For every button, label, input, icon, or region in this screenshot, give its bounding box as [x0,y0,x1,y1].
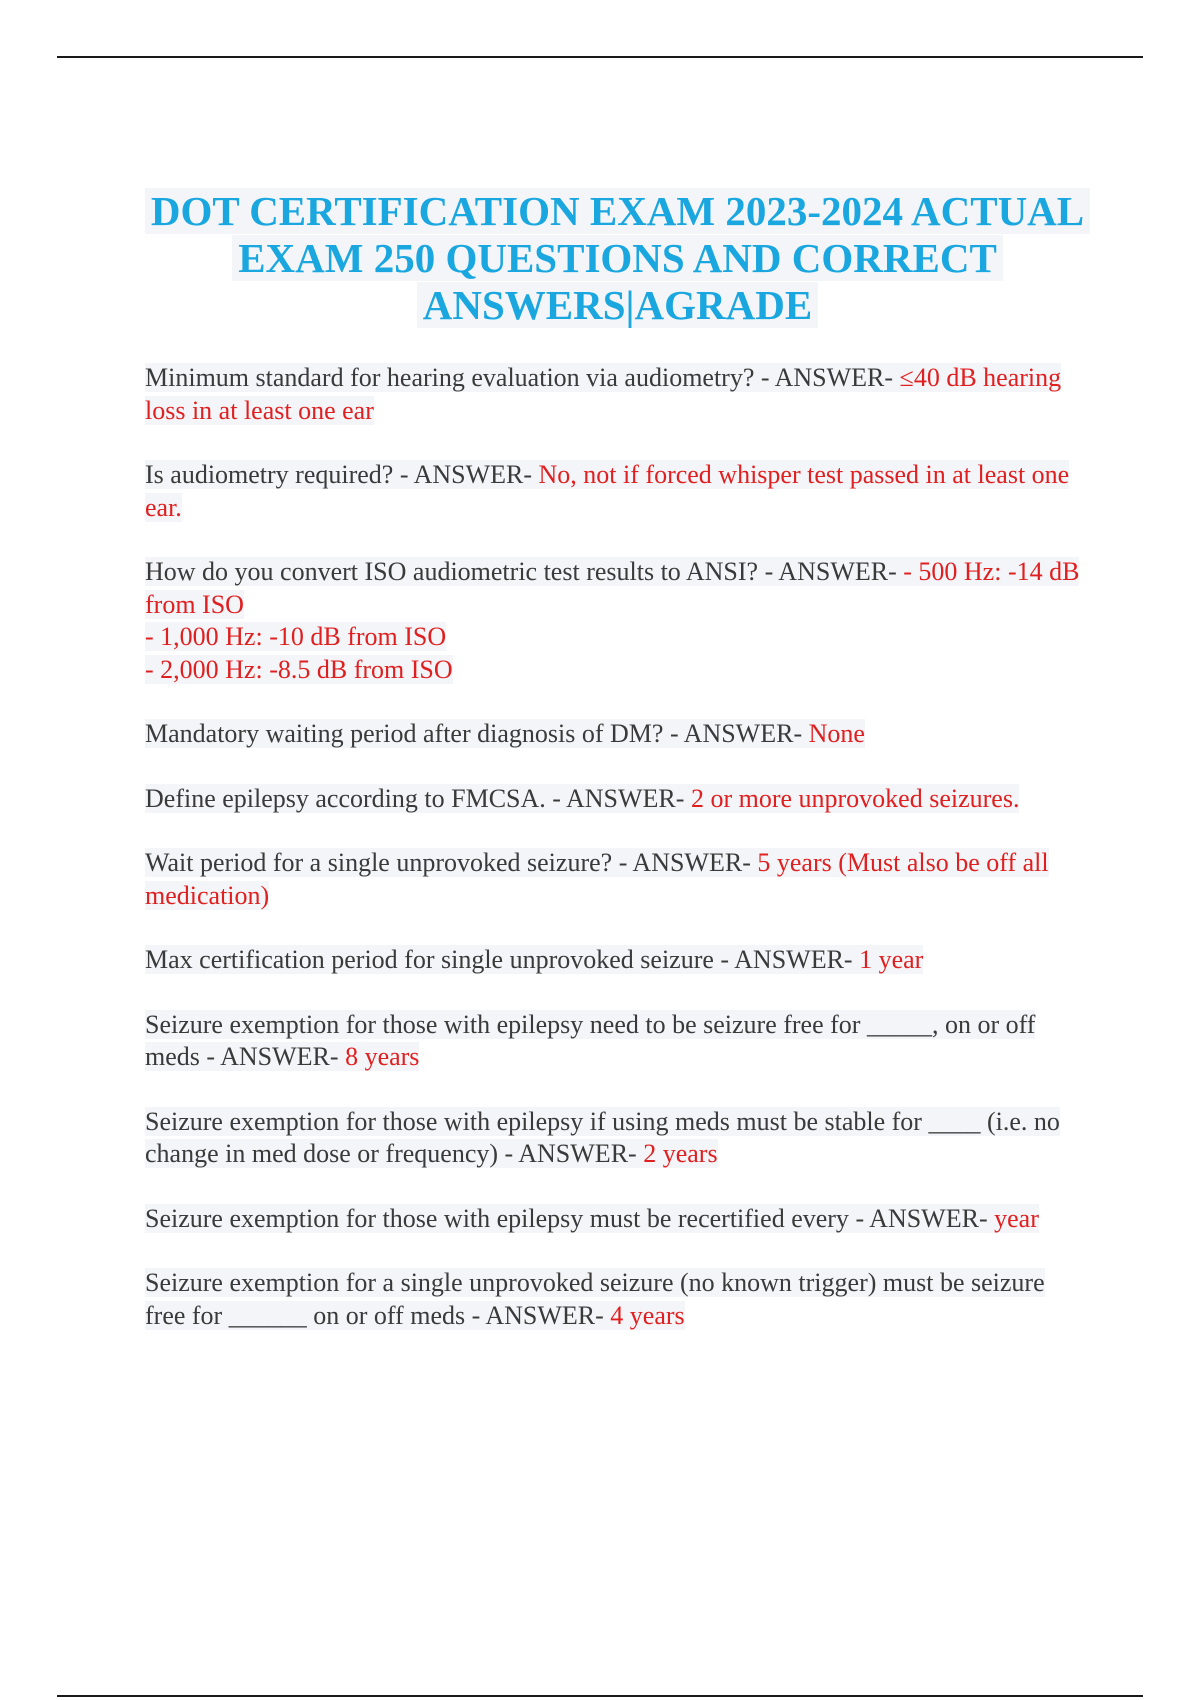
question-text: How do you convert ISO audiometric test results to ANSI? [145,557,759,586]
qa-item [145,783,1085,816]
answer-separator: - ANSWER- [713,945,860,974]
answer-separator: - ANSWER- [393,460,539,489]
answer-line: - 2,000 Hz: -8.5 dB from ISO [145,654,453,684]
question-text: Seizure exemption for those with epilepsy if using meds must be stable for ____ (i.e. no change in med dose or frequency) [145,1106,1060,1168]
answer-separator: - ANSWER- [199,1042,346,1071]
answer-separator: - ANSWER- [848,1203,995,1233]
answer-text: 8 years [345,1042,420,1071]
qa-item [145,362,1085,427]
answer-text: No, not if forced whisper test passed in at least one ear. [145,460,1070,522]
question-text: Seizure exemption for those with epilepsy need to be seizure free for _____, on or off meds [145,1009,1036,1071]
answer-text: 2 years [643,1139,718,1168]
answer-line: - 1,000 Hz: -10 dB from ISO [145,622,447,651]
document-title [120,188,1115,329]
answer-text: None [808,719,865,748]
answer-separator: - ANSWER- [612,848,758,877]
answer-separator: - ANSWER- [545,783,691,813]
question-text: Mandatory waiting period after diagnosis of DM? [145,719,664,748]
answer-separator: - ANSWER- [663,719,809,748]
qa-item [145,847,1085,912]
title-line: DOT CERTIFICATION EXAM 2023-2024 ACTUAL [120,188,1115,235]
answer-text: ≤40 dB hearing loss in at least one ear [145,363,1062,425]
answer-separator: - ANSWER- [758,557,904,586]
answer-separator: - ANSWER- [465,1300,611,1330]
question-text: Define epilepsy according to FMCSA. [145,783,546,813]
question-text: Seizure exemption for a single unprovoked seizure (no known trigger) must be seizure free for ______ on or off meds [145,1268,1045,1330]
qa-item [145,944,1085,977]
qa-item [145,459,1085,524]
qa-item [145,1106,1085,1171]
answer-separator: - ANSWER- [498,1139,644,1168]
title-line: ANSWERS|AGRADE [120,282,1115,329]
qa-item [145,718,1085,751]
answer-text: 5 years (Must also be off all medication) [145,848,1049,910]
answer-text: year [994,1203,1039,1233]
footer-rule [57,1695,1143,1697]
question-text: Max certification period for single unprovoked seizure [145,945,714,974]
answer-text: 4 years [610,1300,685,1330]
qa-item [145,1267,1085,1332]
qa-list [145,362,1085,1364]
qa-item [145,556,1085,686]
question-text: Minimum standard for hearing evaluation via audiometry? [145,363,755,392]
title-line: EXAM 250 QUESTIONS AND CORRECT [120,235,1115,282]
question-text: Is audiometry required? [145,460,394,489]
answer-separator: - ANSWER- [754,363,900,392]
question-text: Wait period for a single unprovoked seizure? [145,848,613,877]
answer-text: 1 year [859,945,924,974]
question-text: Seizure exemption for those with epilepsy must be recertified every [145,1203,849,1233]
answer-text: 2 or more unprovoked seizures. [690,783,1020,813]
qa-item [145,1203,1085,1236]
answer-line: - 500 Hz: -14 dB from ISO [145,557,1080,619]
qa-item [145,1009,1085,1074]
header-rule [57,56,1143,58]
